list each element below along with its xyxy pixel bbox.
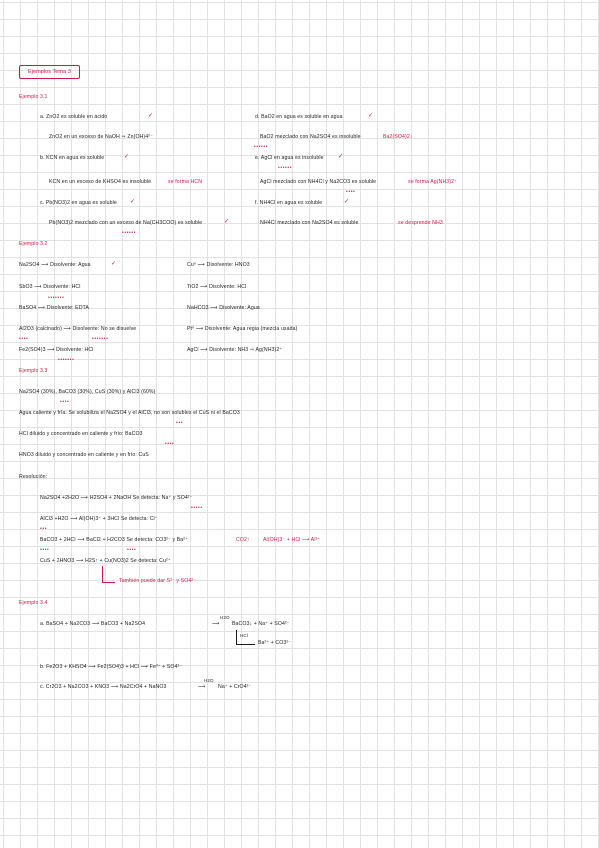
check-icon: ✓ (111, 261, 117, 267)
reaction-4-note: También puede dar S²⁻ y SO4²⁻ (119, 578, 197, 584)
reaction-4: CuS + 2HNO3 ⟶ H2S↑ + Cu(NO3)2 Se detecta: Cu²⁺ (40, 558, 171, 564)
reaction-c-products: Na⁺ + CrO4²⁻ (218, 684, 252, 690)
solvent-right-5: AgCl ⟶ Disolvente: NH3 ⇒ Ag(NH3)2⁺ (187, 347, 283, 353)
reaction-3-extra: Al(OH)3⁻ + HCl ⟶ Al³⁺ (263, 537, 321, 543)
reaction-a-sub-reagent: HCl (240, 633, 248, 638)
reaction-b: b. Fe2O3 + KHSO4 ⟶ Fe2(SO4)3 + HCl ⟶ Fe³⁺ + SO4²⁻ (40, 664, 183, 670)
reaction-c-over: H2O (204, 678, 214, 683)
underline-dots: ••• (40, 526, 48, 532)
water-line: Agua caliente y fría: Se solubiliza el Na2SO4 y el AlCl3, no son solubles el CuS ni el BaCO3 (19, 410, 240, 416)
item-b-line-1: b. KCN en agua es soluble (40, 155, 105, 161)
reaction-3: BaCO3 + 2HCl ⟶ BaCl2 + H2CO3 Se detecta: CO3²⁻ y Ba²⁺ (40, 537, 188, 543)
item-c-line-1: c. Pb(NO3)2 en agua es soluble (40, 200, 117, 206)
underline-dots: •••• (40, 547, 50, 553)
mixture-line: Na2SO4 (30%), BaCO3 (30%), CuS (30%) y AlCl3 (60%) (19, 389, 156, 395)
item-d-line-1: d. BaO2 en agua es soluble en agua (255, 114, 343, 120)
underline-dots: •••••• (278, 165, 293, 171)
page-title: Ejemplos Tema 3 (19, 65, 80, 79)
item-a-line-2: ZnO2 en un exceso de NaOH ⇒ Zn(OH)4²⁻ (49, 134, 153, 140)
check-icon: ✓ (224, 219, 230, 225)
solvent-right-4: Pt⁰ ⟶ Disolvente: Agua regia (mezcla usada) (187, 326, 298, 332)
section-heading-3-1: Ejemplo 3.1 (19, 94, 48, 100)
item-e-line-2: AgCl mezclado con NH4Cl y Na2CO3 es soluble (260, 179, 377, 185)
reaction-2: AlCl3 +H2O ⟶ Al(OH)3⁺ + 3HCl Se detecta: Cl⁻ (40, 516, 158, 522)
underline-dots: ••••• (191, 505, 203, 511)
underline-dots: •••• (19, 336, 29, 342)
solvent-left-3: BaSO4 ⟶ Disolvente: EDTA (19, 305, 89, 311)
hno3-line: HNO3 diluido y concentrado en caliente y en frío: CuS (19, 452, 149, 458)
reaction-a-over: H2O (220, 615, 230, 620)
underline-dots: ••••••• (92, 336, 109, 342)
item-d-note: Ba2(SO4)2↓ (383, 134, 413, 140)
reaction-a: a. BaSO4 + Na2CO3 ⟶ BaCO3 + Na2SO4 (40, 621, 146, 627)
solvent-left-1: Na2SO4 ⟶ Disolvente: Agua (19, 262, 91, 268)
reaction-1: Na2SO4 +2H2O ⟶ H2SO4 + 2NaOH Se detecta: Na⁺ y SO4²⁻ (40, 495, 193, 501)
check-icon: ✓ (124, 154, 130, 160)
underline-dots: ••• (176, 420, 184, 426)
solvent-left-5: Fe2(SO4)3 ⟶ Disolvente: HCl (19, 347, 94, 353)
item-b-line-2: KCN en un exceso de KHSO4 es insoluble (49, 179, 152, 185)
underline-dots: •••• (127, 547, 137, 553)
item-b-note: se forma HCN (168, 179, 203, 185)
reaction-a-arrow: ⟶ (212, 621, 220, 627)
reaction-3-gas: CO2↑ (236, 537, 250, 543)
item-e-line-1: e. AgCl en agua es insoluble (255, 155, 324, 161)
solvent-right-1: Cu⁰ ⟶ Disolvente: HNO3 (187, 262, 250, 268)
item-f-line-1: f. NH4Cl en agua es soluble (255, 200, 323, 206)
hcl-line: HCl diluido y concentrado en caliente y frío: BaCO3 (19, 431, 143, 437)
underline-dots: ••••••• (48, 295, 65, 301)
item-f-note: se desprende NH3 (398, 220, 443, 226)
check-icon: ✓ (344, 199, 350, 205)
underline-dots: •••••• (254, 144, 269, 150)
section-heading-3-2: Ejemplo 3.2 (19, 241, 48, 247)
check-icon: ✓ (148, 113, 154, 119)
solvent-left-4: Al2O3 (calcinado) ⟶ Disolvente: No se disuelve (19, 326, 137, 332)
section-heading-3-3: Ejemplo 3.3 (19, 368, 48, 374)
underline-dots: •••• (346, 189, 356, 195)
underline-dots: •••• (165, 441, 175, 447)
check-icon: ✓ (130, 199, 136, 205)
check-icon: ✓ (368, 113, 374, 119)
item-c-line-2: Pb(NO3)2 mezclado con un exceso de Na(CH3COO) es soluble (49, 220, 203, 226)
solvent-left-2: SbO3 ⟶ Disolvente: HCl (19, 284, 81, 290)
reaction-c: c. Cr2O3 + Na2CO3 + KNO3 ⟶ Na2CrO4 + NaNO3 (40, 684, 167, 690)
resolution-label: Resolución: (19, 474, 48, 480)
item-d-line-2: BaO2 mezclado con Na2SO4 es insoluble (260, 134, 361, 140)
reaction-a-products: BaCO3↓ + Na⁺ + SO4²⁻ (232, 621, 290, 627)
item-a-line-1: a. ZnO2 es soluble en ácido (40, 114, 108, 120)
reaction-a-sub-products: Ba²⁺ + CO3²⁻ (258, 640, 292, 646)
item-f-line-2: NH4Cl mezclado con Na2SO4 es soluble (260, 220, 359, 226)
solvent-right-3: NaHCO3 ⟶ Disolvente: Agua (187, 305, 260, 311)
underline-dots: ••••••• (58, 357, 75, 363)
solvent-right-2: TiO2 ⟶ Disolvente: HCl (187, 284, 247, 290)
item-e-note: se forma Ag(NH3)2⁺ (408, 179, 457, 185)
branch-arrow (102, 566, 115, 583)
underline-dots: •••••• (122, 230, 137, 236)
check-icon: ✓ (338, 154, 344, 160)
reaction-c-arrow: ⟶ (198, 684, 206, 690)
underline-dots: •••• (60, 399, 70, 405)
section-heading-3-4: Ejemplo 3.4 (19, 600, 48, 606)
